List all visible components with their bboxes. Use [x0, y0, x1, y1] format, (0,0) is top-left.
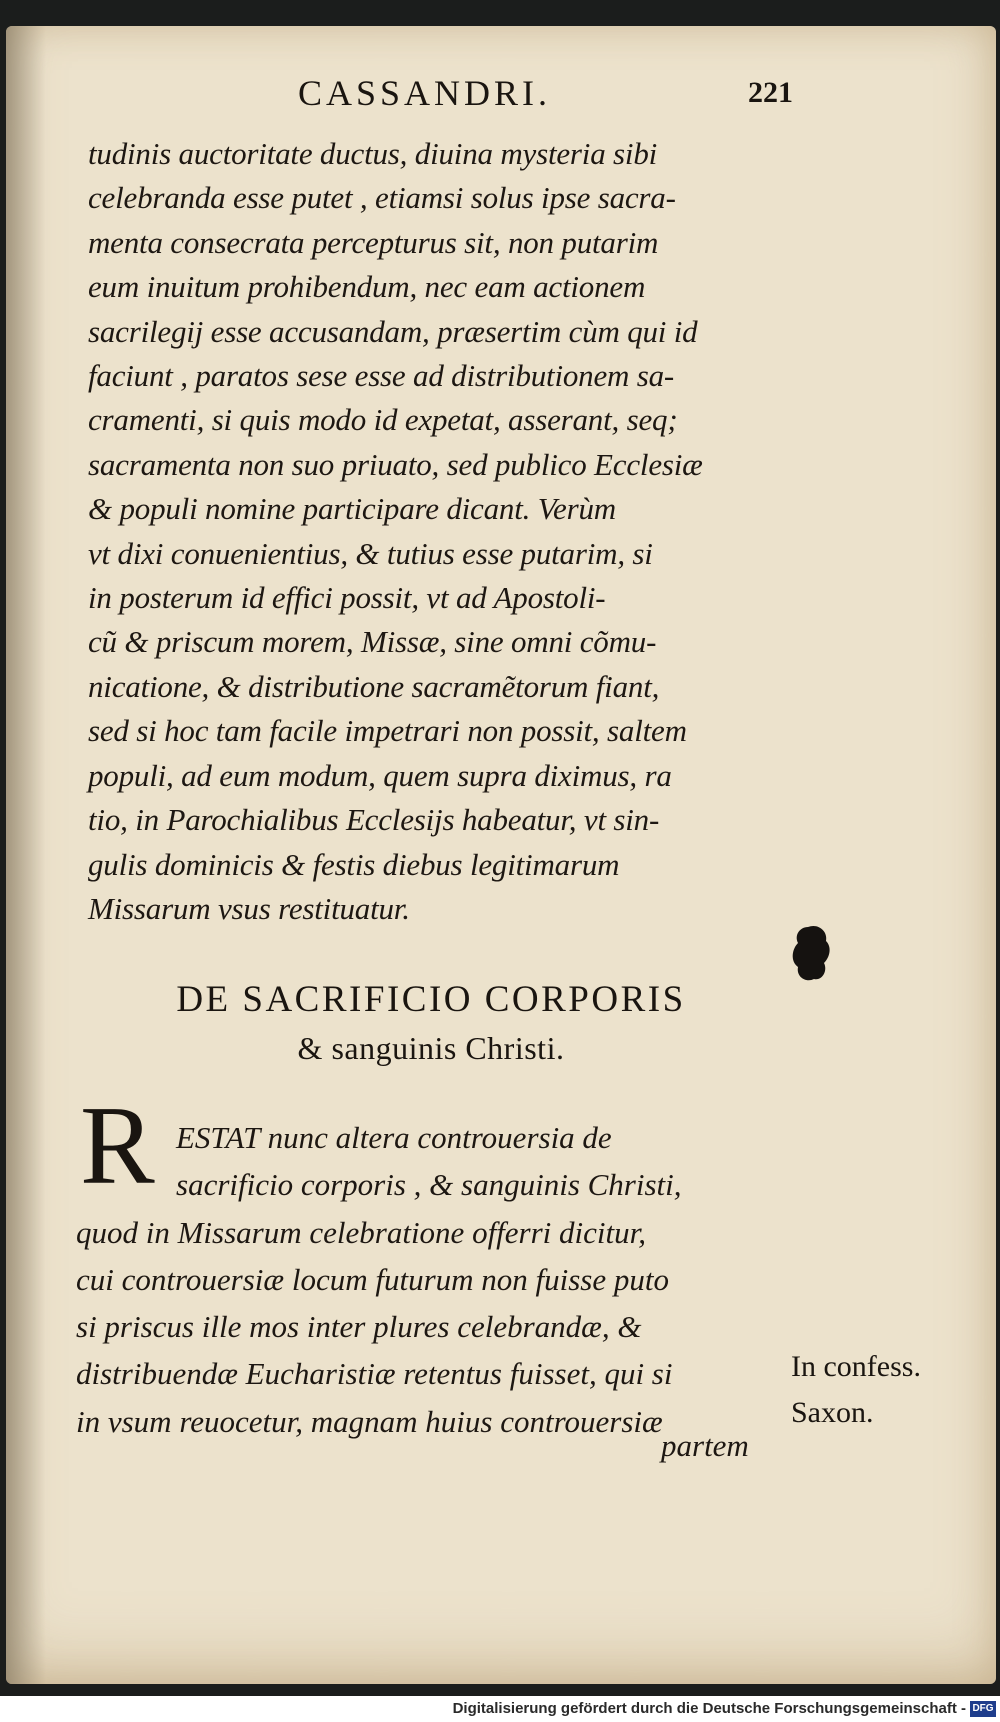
ink-blot-mark — [788, 923, 834, 985]
running-head: CASSANDRI. — [298, 73, 552, 113]
text-line: quod in Missarum celebratione offerri dicitur, — [76, 1214, 647, 1250]
text-line: sacrificio corporis , & sanguinis Christi, — [176, 1167, 682, 1203]
text-line: gulis dominicis & festis diebus legitimarum — [88, 846, 620, 882]
text-line: celebranda esse putet , etiamsi solus ipse sacra- — [88, 180, 676, 216]
text-line: eum inuitum prohibendum, nec eam actionem — [88, 269, 646, 305]
text-line: in vsum reuocetur, magnam huius controuersiæ — [76, 1403, 663, 1439]
catchword: partem — [661, 1428, 749, 1463]
text-line: sacramenta non suo priuato, sed publico Ecclesiæ — [88, 446, 703, 482]
text-line: vt dixi conuenientius, & tutius esse putarim, si — [88, 535, 653, 571]
section-heading-line2: & sanguinis Christi. — [297, 1030, 565, 1066]
dfg-logo: DFG — [970, 1701, 996, 1717]
text-line: & populi nomine participare dicant. Verùm — [88, 491, 616, 527]
text-line: ESTAT nunc altera controuersia de — [176, 1120, 612, 1155]
book-page — [6, 26, 996, 1684]
drop-cap: R — [80, 1084, 155, 1208]
footer-bar — [0, 1696, 1000, 1722]
footer-credit: Digitalisierung gefördert durch die Deutsche Forschungsgemeinschaft - — [452, 1700, 966, 1717]
section-heading — [106, 976, 756, 1072]
text-line: in posterum id effici possit, vt ad Apostoli- — [88, 580, 606, 616]
text-line: si priscus ille mos inter plures celebrandæ, & — [76, 1309, 642, 1345]
margin-note — [791, 1344, 921, 1436]
text-line: Missarum vsus restituatur. — [88, 890, 410, 926]
text-line: cui controuersiæ locum futurum non fuisse puto — [76, 1261, 669, 1297]
section-heading-line1: DE SACRIFICIO CORPORIS — [176, 979, 686, 1020]
text-line: tudinis auctoritate ductus, diuina mysteria sibi — [88, 136, 658, 171]
page-number: 221 — [748, 76, 793, 109]
text-line: sed si hoc tam facile impetrari non possit, saltem — [88, 713, 687, 749]
text-line: sacrilegij esse accusandam, præsertim cùm qui id — [88, 313, 698, 349]
text-line: distribuendæ Eucharistiæ retentus fuisset, qui si — [76, 1356, 673, 1392]
text-line: populi, ad eum modum, quem supra diximus, ra — [88, 757, 672, 793]
text-line: cũ & priscum morem, Missæ, sine omni cõmu- — [88, 624, 657, 660]
paragraph-two — [76, 1114, 796, 1445]
text-line: nicatione, & distributione sacramẽtorum fiant, — [88, 668, 660, 704]
text-line: menta consecrata percepturus sit, non putarim — [88, 224, 659, 260]
margin-note-line1: In confess. — [791, 1350, 921, 1383]
text-line: faciunt , paratos sese esse ad distributionem sa- — [88, 358, 675, 394]
margin-note-line2: Saxon. — [791, 1396, 874, 1429]
text-line: tio, in Parochialibus Ecclesijs habeatur, vt sin- — [88, 802, 660, 838]
body-text — [88, 132, 808, 931]
text-line: cramenti, si quis modo id expetat, asserant, seq; — [88, 402, 678, 438]
